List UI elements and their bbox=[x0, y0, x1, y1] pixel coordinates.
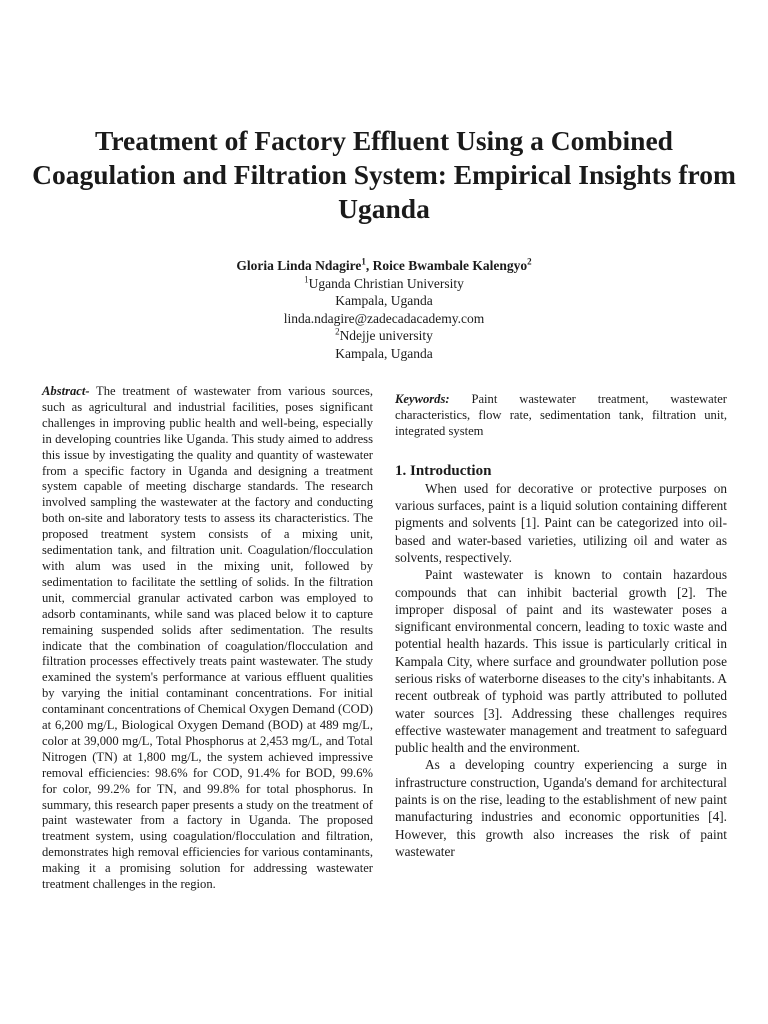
author-names bbox=[0, 257, 768, 275]
right-column bbox=[395, 392, 727, 860]
author-1-sup: 1 bbox=[361, 256, 366, 267]
intro-paragraph: Paint wastewater is known to contain hazardous compounds that can inhibit bacterial growth [2]. The improper disposal of paint and its wastewater poses a significant environmental concern, leading to toxic waste and potential health hazards. This issue is particularly critical in Kampala City, where surface and groundwater pollution pose serious risks of waterborne diseases to the city's inhabitants. A recent outbreak of typhoid was partly attributed to polluted water sources [3]. Addressing these challenges requires effective wastewater management and treatment to safeguard public health and the environment. bbox=[395, 567, 727, 756]
aff-1-name: Uganda Christian University bbox=[308, 275, 464, 291]
keywords-text: Paint wastewater treatment, wastewater characteristics, flow rate, sedimentation tank, filtration unit, integrated system bbox=[395, 392, 727, 438]
keywords bbox=[395, 392, 727, 440]
intro-paragraph: As a developing country experiencing a surge in infrastructure construction, Uganda's demand for architectural paints is on the rise, leading to the establishment of new paint manufacturing industries and economic opportunities [4]. However, this growth also increases the risk of paint wastewater bbox=[395, 757, 727, 859]
aff-2-name: Ndejje university bbox=[339, 328, 433, 343]
author-email: linda.ndagire@zadecadacademy.com bbox=[283, 310, 485, 326]
aff-2-sup: 2 bbox=[335, 326, 340, 337]
affiliation-2-city: Kampala, Uganda bbox=[335, 345, 433, 361]
abstract-text: The treatment of wastewater from various sources, such as agricultural and industrial facilities, poses significant challenges in improving public health and well-being, especially in developing countries like Uganda. This study aimed to address this issue by investigating the quality and quantity of wastewater from a specific factory in Uganda and designing a treatment system capable of meeting discharge standards. The research involved sampling the wastewater at the factory and conducting both on-site and laboratory tests to assess its characteristics. The proposed treatment system consists of a mixing unit, sedimentation tank, and filtration unit. Coagulation/flocculation with alum was used in the mixing unit, followed by sedimentation to facilitate the settling of solids. In the filtration unit, commercial granular activated carbon was employed to adsorb contaminants, while sand was placed below it to capture remaining suspended solids after sedimentation. The results indicate that the combination of coagulation/flocculation and filtration processes effectively treats paint wastewater. The study examined the system's performance at various effluent qualities by varying the initial contaminant concentrations. For initial contaminant concentrations of Chemical Oxygen Demand (COD) at 6,200 mg/L, Biological Oxygen Demand (BOD) at 489 mg/L, color at 39,000 mg/L, Total Phosphorus at 2,453 mg/L, and Total Nitrogen (TN) at 1,800 mg/L, the system achieved impressive removal efficiencies: 98.6% for COD, 91.4% for BOD, 99.6% for color, 99.2% for TN, and 99.8% for total phosphorus. In summary, this research paper presents a study on the treatment of paint wastewater from a factory in Uganda. The proposed treatment system, using coagulation/flocculation and filtration, demonstrates high removal efficiencies for various contaminants, making it a promising solution for addressing wastewater treatment challenges in the region. bbox=[42, 384, 373, 892]
author-block bbox=[0, 257, 768, 362]
affiliation-1 bbox=[0, 275, 768, 293]
author-2-sup: 2 bbox=[527, 256, 532, 267]
author-1: Gloria Linda Ndagire bbox=[236, 258, 362, 273]
section-heading-introduction: 1. Introduction bbox=[395, 462, 492, 479]
aff-1-sup: 1 bbox=[304, 274, 309, 284]
author-2: Roice Bwambale Kalengyo bbox=[372, 258, 528, 273]
intro-paragraph: When used for decorative or protective purposes on various surfaces, paint is a liquid solution containing different pigments and solvents [1]. Paint can be categorized into oil-based and water-based varieties, utilizing oil and water as solvents, respectively. bbox=[395, 480, 727, 565]
keywords-label: Keywords: bbox=[395, 392, 450, 406]
abstract-label: Abstract- bbox=[42, 384, 90, 398]
affiliation-1-city: Kampala, Uganda bbox=[335, 293, 433, 308]
author-separator: , bbox=[365, 258, 373, 273]
affiliation-2 bbox=[0, 327, 768, 345]
paper-title: Treatment of Factory Effluent Using a Combined Coagulation and Filtration System: Empirical Insights from Uganda bbox=[32, 125, 736, 224]
abstract bbox=[42, 384, 373, 893]
